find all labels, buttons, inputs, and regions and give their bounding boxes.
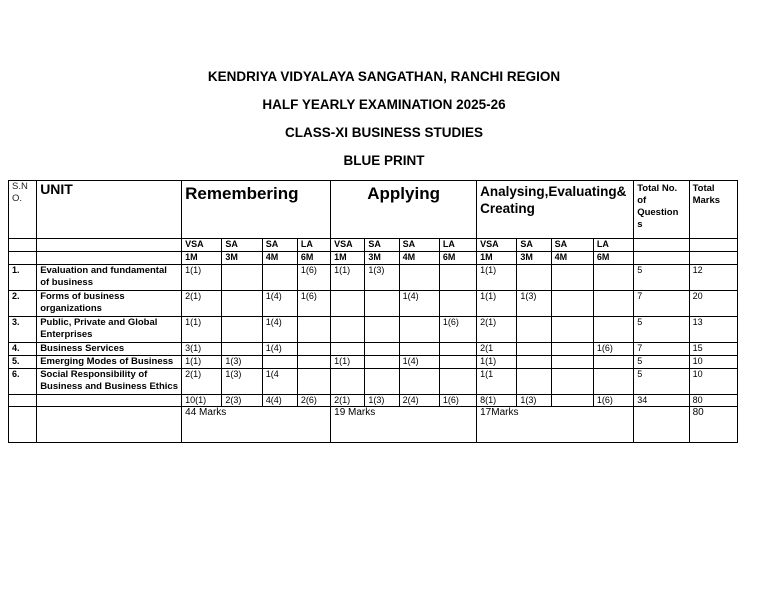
value-cell: 1(1)	[182, 317, 222, 343]
total-cell: 1(3)	[517, 395, 551, 407]
marks-cell: 4M	[399, 252, 439, 265]
marks-cell: 1M	[477, 252, 517, 265]
table-row	[9, 356, 738, 369]
table-row	[9, 317, 738, 343]
value-cell	[331, 317, 365, 343]
unit-name-cell: Evaluation and fundamental of business	[37, 265, 182, 291]
marks-cell: 3M	[365, 252, 399, 265]
marks-cell: 6M	[297, 252, 330, 265]
value-cell	[399, 343, 439, 356]
sno-header: S.N O.	[9, 181, 37, 239]
value-cell: 1(1)	[182, 356, 222, 369]
value-cell: 1(3)	[517, 291, 551, 317]
value-cell	[593, 265, 633, 291]
value-cell	[593, 356, 633, 369]
total-questions-header: Total No. of Question s	[634, 181, 689, 239]
value-cell	[297, 356, 330, 369]
empty-cell	[634, 252, 689, 265]
value-cell: 1(3)	[222, 369, 262, 395]
qtype-cell: SA	[262, 239, 297, 252]
value-cell	[222, 265, 262, 291]
header-row	[9, 181, 738, 239]
table-row	[9, 369, 738, 395]
unit-header: UNIT	[37, 181, 182, 239]
empty-cell	[634, 239, 689, 252]
total-marks-cell: 80	[689, 395, 737, 407]
total-marks-cell: 15	[689, 343, 737, 356]
table-row	[9, 265, 738, 291]
empty-cell	[9, 395, 37, 407]
class-subject: CLASS-XI BUSINESS STUDIES	[284, 125, 484, 140]
value-cell	[297, 317, 330, 343]
value-cell: 1(1)	[477, 356, 517, 369]
value-cell: 1(6)	[593, 343, 633, 356]
marks-row	[9, 252, 738, 265]
value-cell: 1(4)	[262, 343, 297, 356]
value-cell	[365, 343, 399, 356]
total-marks-cell: 13	[689, 317, 737, 343]
totals-row	[9, 395, 738, 407]
sno-cell: 2.	[9, 291, 37, 317]
total-marks-cell: 10	[689, 369, 737, 395]
grand-total-marks: 80	[689, 407, 737, 443]
value-cell	[222, 343, 262, 356]
empty-cell	[37, 395, 182, 407]
total-questions-cell: 5	[634, 356, 689, 369]
qtype-row	[9, 239, 738, 252]
value-cell	[439, 291, 476, 317]
value-cell	[331, 343, 365, 356]
value-cell	[439, 356, 476, 369]
total-questions-cell: 5	[634, 369, 689, 395]
value-cell: 2(1)	[182, 291, 222, 317]
value-cell: 1(1)	[477, 291, 517, 317]
marks-cell: 3M	[517, 252, 551, 265]
value-cell	[222, 291, 262, 317]
document-title: KENDRIYA VIDYALAYA SANGATHAN, RANCHI REGION	[207, 69, 561, 84]
sno-cell: 3.	[9, 317, 37, 343]
total-questions-cell: 7	[634, 343, 689, 356]
table-row	[9, 343, 738, 356]
value-cell: 1(1)	[331, 356, 365, 369]
sno-cell: 4.	[9, 343, 37, 356]
total-cell: 1(3)	[365, 395, 399, 407]
value-cell: 1(6)	[297, 291, 330, 317]
value-cell: 1(4	[262, 369, 297, 395]
total-marks-cell: 12	[689, 265, 737, 291]
total-cell: 1(6)	[593, 395, 633, 407]
marks-cell: 6M	[439, 252, 476, 265]
value-cell	[439, 343, 476, 356]
total-cell: 2(4)	[399, 395, 439, 407]
empty-cell	[9, 407, 37, 443]
empty-cell	[37, 407, 182, 443]
empty-cell	[689, 239, 737, 252]
total-cell: 2(3)	[222, 395, 262, 407]
qtype-cell: SA	[517, 239, 551, 252]
value-cell	[222, 317, 262, 343]
qtype-cell: SA	[365, 239, 399, 252]
value-cell: 1(4)	[262, 291, 297, 317]
total-cell: 2(1)	[331, 395, 365, 407]
sno-cell: 6.	[9, 369, 37, 395]
qtype-cell: VSA	[477, 239, 517, 252]
value-cell: 1(3)	[222, 356, 262, 369]
value-cell	[439, 265, 476, 291]
value-cell	[331, 369, 365, 395]
value-cell: 1(3)	[365, 265, 399, 291]
value-cell	[331, 291, 365, 317]
value-cell	[365, 291, 399, 317]
marks-cell: 4M	[262, 252, 297, 265]
value-cell	[551, 291, 593, 317]
blueprint-table	[8, 180, 738, 443]
empty-cell	[37, 239, 182, 252]
value-cell	[517, 265, 551, 291]
empty-cell	[689, 252, 737, 265]
sno-cell: 1.	[9, 265, 37, 291]
value-cell	[297, 343, 330, 356]
total-cell: 1(6)	[439, 395, 476, 407]
value-cell	[399, 317, 439, 343]
value-cell: 2(1	[477, 343, 517, 356]
value-cell	[439, 369, 476, 395]
value-cell: 1(4)	[399, 356, 439, 369]
value-cell	[593, 317, 633, 343]
value-cell	[517, 317, 551, 343]
value-cell	[551, 356, 593, 369]
value-cell: 1(6)	[439, 317, 476, 343]
marks-cell: 3M	[222, 252, 262, 265]
value-cell	[517, 369, 551, 395]
total-marks-cell: 20	[689, 291, 737, 317]
value-cell	[551, 317, 593, 343]
unit-name-cell: Emerging Modes of Business	[37, 356, 182, 369]
value-cell	[262, 356, 297, 369]
qtype-cell: VSA	[331, 239, 365, 252]
value-cell: 2(1)	[182, 369, 222, 395]
value-cell	[262, 265, 297, 291]
marks-cell: 6M	[593, 252, 633, 265]
exam-title: HALF YEARLY EXAMINATION 2025-26	[262, 97, 506, 112]
value-cell	[517, 356, 551, 369]
value-cell	[593, 291, 633, 317]
value-cell	[399, 369, 439, 395]
unit-name-cell: Public, Private and Global Enterprises	[37, 317, 182, 343]
analysing-marks: 17Marks	[477, 407, 634, 443]
value-cell	[365, 369, 399, 395]
total-questions-cell: 5	[634, 317, 689, 343]
empty-cell	[9, 252, 37, 265]
total-questions-cell: 7	[634, 291, 689, 317]
analysing-header: Analysing,Evaluating& Creating	[477, 181, 634, 239]
qtype-cell: SA	[551, 239, 593, 252]
qtype-cell: LA	[593, 239, 633, 252]
total-marks-header: Total Marks	[689, 181, 737, 239]
unit-name-cell: Forms of business organizations	[37, 291, 182, 317]
value-cell	[365, 356, 399, 369]
value-cell: 1(4)	[399, 291, 439, 317]
sno-cell: 5.	[9, 356, 37, 369]
value-cell: 1(1)	[477, 265, 517, 291]
value-cell	[551, 369, 593, 395]
empty-cell	[37, 252, 182, 265]
value-cell	[365, 317, 399, 343]
value-cell	[593, 369, 633, 395]
value-cell	[551, 265, 593, 291]
summary-row	[9, 407, 738, 443]
value-cell: 1(6)	[297, 265, 330, 291]
unit-name-cell: Social Responsibility of Business and Business Ethics	[37, 369, 182, 395]
total-cell: 10(1)	[182, 395, 222, 407]
total-cell	[551, 395, 593, 407]
total-cell: 2(6)	[297, 395, 330, 407]
qtype-cell: SA	[222, 239, 262, 252]
total-cell: 4(4)	[262, 395, 297, 407]
total-questions-cell: 34	[634, 395, 689, 407]
qtype-cell: LA	[439, 239, 476, 252]
total-cell: 8(1)	[477, 395, 517, 407]
total-questions-cell: 5	[634, 265, 689, 291]
value-cell: 1(1)	[182, 265, 222, 291]
qtype-cell: LA	[297, 239, 330, 252]
value-cell: 1(1	[477, 369, 517, 395]
value-cell	[297, 369, 330, 395]
total-marks-cell: 10	[689, 356, 737, 369]
blue-print-heading: BLUE PRINT	[343, 153, 425, 168]
value-cell	[399, 265, 439, 291]
applying-marks: 19 Marks	[331, 407, 477, 443]
remembering-header: Remembering	[182, 181, 331, 239]
marks-cell: 1M	[331, 252, 365, 265]
value-cell	[551, 343, 593, 356]
unit-rows	[9, 265, 738, 395]
remembering-marks: 44 Marks	[182, 407, 331, 443]
table-row	[9, 291, 738, 317]
marks-cell: 4M	[551, 252, 593, 265]
qtype-cell: SA	[399, 239, 439, 252]
unit-name-cell: Business Services	[37, 343, 182, 356]
marks-cell: 1M	[182, 252, 222, 265]
empty-cell	[634, 407, 689, 443]
value-cell: 1(4)	[262, 317, 297, 343]
value-cell: 1(1)	[331, 265, 365, 291]
value-cell: 3(1)	[182, 343, 222, 356]
value-cell: 2(1)	[477, 317, 517, 343]
empty-cell	[9, 239, 37, 252]
qtype-cell: VSA	[182, 239, 222, 252]
applying-header: Applying	[331, 181, 477, 239]
value-cell	[517, 343, 551, 356]
